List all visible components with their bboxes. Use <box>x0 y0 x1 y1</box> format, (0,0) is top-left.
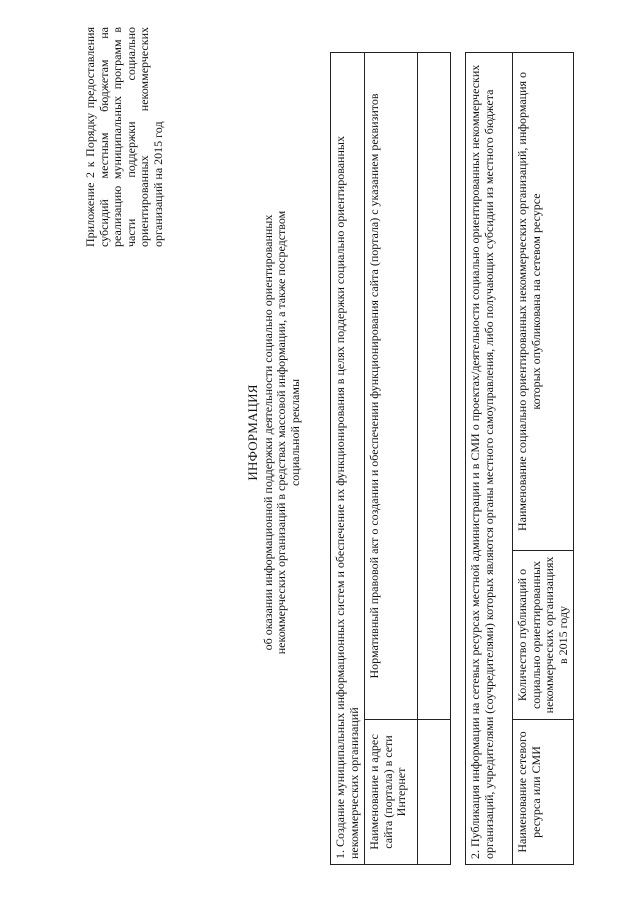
legal-act-cell <box>418 52 451 719</box>
publication-count-header: Количество публикаций о социально ориентированных некоммерческих организациях в 2015 году <box>513 551 574 720</box>
section-1-empty-row <box>418 52 451 864</box>
section-2-heading-row <box>466 52 513 864</box>
information-table <box>330 52 574 865</box>
site-name-header: Наименование и адрес сайта (портала) в сети Интернет <box>365 720 418 865</box>
site-name-cell <box>418 720 451 865</box>
section-2-header-row <box>513 52 574 864</box>
document-title: ИНФОРМАЦИЯ <box>245 384 260 481</box>
section-gap <box>451 52 466 864</box>
organization-names-header: Наименование социально ориентированных некоммерческих организаций, информация о которых опубликована на сетевом ресурсе <box>513 52 574 550</box>
resource-name-header: Наименование сетевого ресурса или СМИ <box>513 720 574 865</box>
legal-act-header: Нормативный правовой акт о создании и обеспечении функционирования сайта (портала) с указанием реквизитов <box>365 52 418 719</box>
document-header <box>246 180 302 685</box>
section-1-header-row <box>365 52 418 864</box>
document-subtitle: об оказании информационной поддержки деятельности социально ориентированных некоммерческих организаций в средствах массовой информации, а также посредством социальной рекламы <box>260 210 302 655</box>
section-2-heading: 2. Публикация информации на сетевых ресурсах местной администрации и в СМИ о проектах/деятельности социально ориентированных некоммерческих организаций, учредителями (соучредителями) которых являются органы местного самоуправления, либо получающих субсидии из местного бюджета <box>466 52 513 864</box>
appendix-note: Приложение 2 к Порядку предоставления субсидий местным бюджетам на реализацию муниципальных программ в части поддержки социально ориентированных некоммерческих организаций на 2015 год <box>83 27 165 247</box>
section-1-heading: 1. Создание муниципальных информационных систем и обеспечение их функционирования в целях поддержки социально ориентированных некоммерческих организаций <box>331 52 365 864</box>
section-1-heading-row <box>331 52 365 864</box>
